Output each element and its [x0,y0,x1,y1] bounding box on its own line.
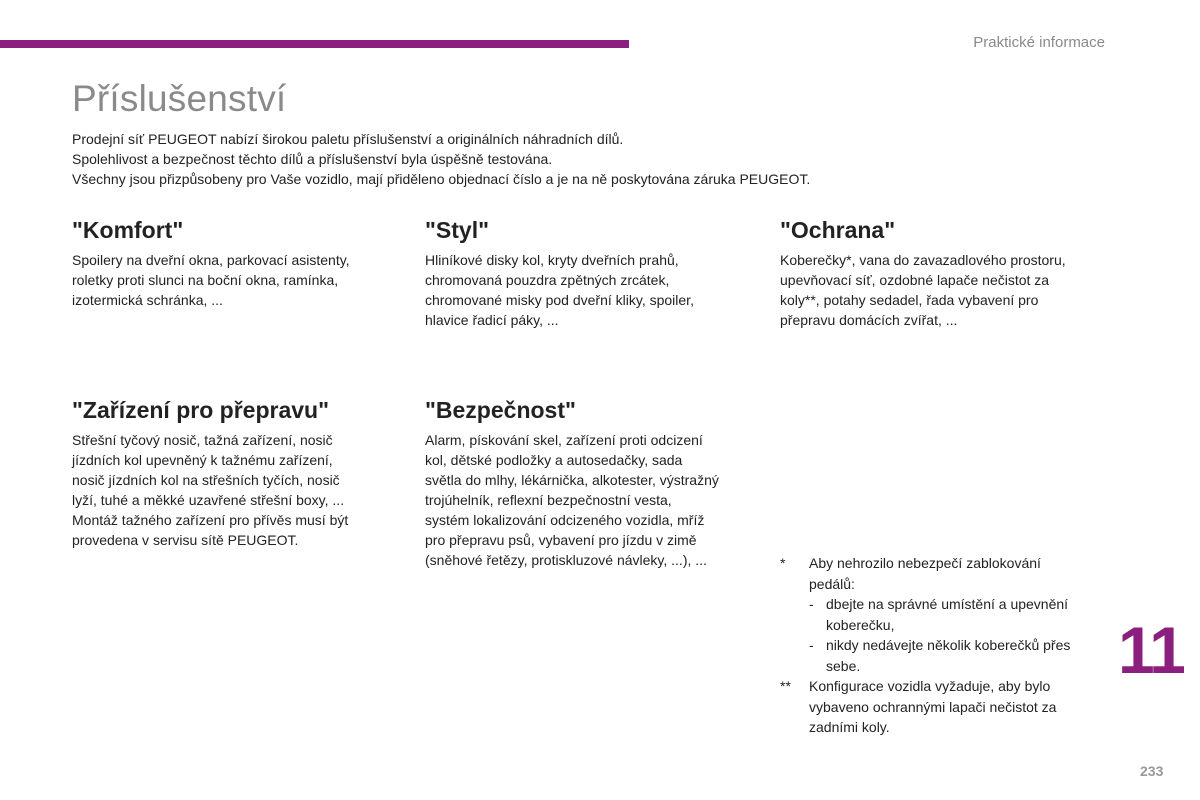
body-line: lyží, tuhé a měkké uzavřené střešní boxy, ... [72,492,345,508]
body-line: systém lokalizování odcizeného vozidla, mříž [425,512,705,528]
body-line: Alarm, pískování skel, zařízení proti odcizení [425,432,703,448]
block-body [780,250,1110,330]
intro-line: Spolehlivost a bezpečnost těchto dílů a příslušenství byla úspěšně testována. [72,151,553,167]
body-line: koly**, potahy sedadel, řada vybavení pro [780,292,1039,308]
block-heading: "Komfort" [72,217,184,243]
block-body [72,430,402,550]
footnote-list-item [809,635,1100,676]
footnote-single-star [780,553,1100,676]
body-line: světla do mlhy, lékárnička, alkotester, výstražný [425,472,719,488]
body-line: kol, dětské podložky a autosedačky, sada [425,452,683,468]
block-heading: "Ochrana" [780,217,896,243]
body-line: jízdních kol upevněný k tažnému zařízení, [72,452,333,468]
block-styl [425,216,755,330]
footnote-mark: * [780,555,786,571]
body-line: chromované misky pod dveřní kliky, spoiler, [425,292,694,308]
footnote-line: vybaveno ochrannými lapači nečistot za [809,698,1057,715]
footnote-line: Aby nehrozilo nebezpečí zablokování [809,555,1041,571]
body-line: (sněhové řetězy, protiskluzové návleky, ...), ... [425,552,707,568]
block-ochrana [780,216,1110,330]
header-accent-bar [0,40,629,48]
block-komfort [72,216,402,310]
body-line: nosič jízdních kol na střešních tyčích, nosič [72,472,340,488]
body-line: přepravu domácích zvířat, ... [780,312,958,328]
intro-line: Prodejní síť PEUGEOT nabízí širokou paletu příslušenství a originálních náhradních dílů. [72,131,624,147]
block-heading: "Zařízení pro přepravu" [72,397,329,423]
chapter-number: 11 [1118,613,1184,687]
block-bezpecnost [425,396,755,570]
body-line: hlavice řadicí páky, ... [425,312,559,328]
body-line: trojúhelník, reflexní bezpečnostní vesta, [425,492,672,508]
page-title: Příslušenství [72,78,287,119]
body-line: roletky proti slunci na boční okna, ramínka, [72,272,339,288]
body-line: Hliníkové disky kol, kryty dveřních prahů, [425,252,679,268]
page-number: 233 [1140,763,1164,779]
footnote-line: Konfigurace vozidla vyžaduje, aby bylo [809,678,1051,694]
footnote-list-item [809,594,1100,635]
body-line: Spoilery na dveřní okna, parkovací asistenty, [72,252,350,268]
block-body [425,430,755,570]
body-line: pro přepravu psů, vybavení pro jízdu v zimě [425,532,697,548]
body-line: chromovaná pouzdra zpětných zrcátek, [425,272,670,288]
footnote-double-star [780,676,1100,738]
body-line: provedena v servisu sítě PEUGEOT. [72,532,299,548]
footnote-line: pedálů: [809,575,855,592]
intro-paragraph [72,129,1032,189]
body-line: Střešní tyčový nosič, tažná zařízení, nosič [72,432,333,448]
list-dash: - [809,596,814,612]
block-body [425,250,755,330]
intro-line: Všechny jsou přizpůsobeny pro Vaše vozidlo, mají přiděleno objednací číslo a je na ně poskytována záruka PEUGEOT. [72,171,811,187]
block-heading: "Styl" [425,217,489,243]
footnotes [780,553,1100,738]
footnote-line: nikdy nedávejte několik koberečků přes [826,637,1071,653]
body-line: Koberečky*, vana do zavazadlového prostoru, [780,252,1066,268]
body-line: izotermická schránka, ... [72,292,223,308]
block-preprava [72,396,402,550]
block-heading: "Bezpečnost" [425,397,576,423]
footnote-line: dbejte na správné umístění a upevnění [826,596,1069,612]
footnote-line: sebe. [826,657,861,674]
block-body [72,250,402,310]
footnote-line: koberečku, [826,616,895,633]
list-dash: - [809,637,814,653]
footnote-line: zadními koly. [809,719,890,735]
body-line: Montáž tažného zařízení pro přívěs musí být [72,512,349,528]
section-name: Praktické informace [973,34,1105,51]
footnote-mark: ** [780,678,791,694]
body-line: upevňovací síť, ozdobné lapače nečistot za [780,272,1050,288]
